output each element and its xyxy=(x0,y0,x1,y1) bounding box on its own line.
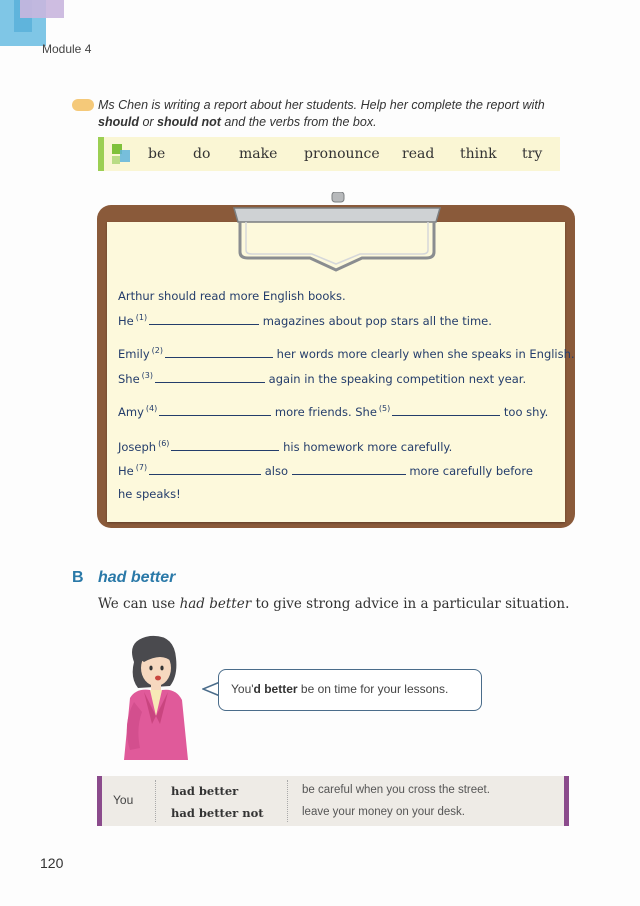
squares-icon-3 xyxy=(112,156,120,164)
report-line-1: Arthur should read more English books. xyxy=(118,289,346,303)
section-explanation: We can use had better to give strong advice in a particular situation. xyxy=(98,596,570,612)
blank-number-1: (1) xyxy=(135,313,148,323)
word-pronounce: pronounce xyxy=(304,146,380,162)
clipboard-clip-icon xyxy=(232,192,442,272)
table-accent-left xyxy=(97,776,102,826)
blank-6[interactable] xyxy=(171,439,279,451)
word-make: make xyxy=(239,146,278,162)
blank-2[interactable] xyxy=(165,346,273,358)
blank-number-7: (7) xyxy=(135,463,148,473)
blank-3[interactable] xyxy=(155,371,265,383)
table-accent-right xyxy=(564,776,569,826)
speech-bubble-text: You'd better be on time for your lessons. xyxy=(231,682,449,696)
blank-1[interactable] xyxy=(149,313,259,325)
corner-decoration-3 xyxy=(20,0,64,18)
exercise-instruction: Ms Chen is writing a report about her students. Help her complete the report with should or should not and the verbs from the box. xyxy=(98,98,545,129)
section-title: had better xyxy=(98,569,176,586)
blank-number-2: (2) xyxy=(151,346,164,356)
table-clause-1: be careful when you cross the street. xyxy=(302,784,490,796)
blank-7a[interactable] xyxy=(149,463,261,475)
word-box xyxy=(98,137,560,171)
table-divider xyxy=(155,780,156,822)
report-line-2: He $^{(1)}$ magazines about pop stars all the time. xyxy=(118,313,492,328)
table-form-had-better-not: had better not xyxy=(171,806,264,820)
module-label: Module 4 xyxy=(42,42,92,56)
instruction-marker-icon xyxy=(72,99,94,111)
blank-number-6: (6) xyxy=(158,439,170,449)
blank-number-4: (4) xyxy=(145,404,158,414)
word-think: think xyxy=(460,146,497,162)
word-box-accent xyxy=(98,137,104,171)
speech-bubble xyxy=(218,669,482,711)
report-line-4: She $^{(3)}$ again in the speaking competition next year. xyxy=(118,371,527,386)
blank-7b[interactable] xyxy=(292,463,406,475)
report-line-7: He $^{(7)}$ also more carefully before xyxy=(118,463,533,478)
report-line-6: Joseph $^{(6)}$ his homework more carefully. xyxy=(118,439,453,454)
page-number: 120 xyxy=(40,855,64,871)
blank-5[interactable] xyxy=(392,404,500,416)
table-subject: You xyxy=(113,793,134,807)
blank-4[interactable] xyxy=(159,404,271,416)
report-line-8: he speaks! xyxy=(118,487,181,501)
word-try: try xyxy=(522,146,543,162)
table-clause-2: leave your money on your desk. xyxy=(302,806,466,818)
report-line-5: Amy $^{(4)}$ more friends. She $^{(5)}$ too shy. xyxy=(118,404,549,419)
word-do: do xyxy=(193,146,211,162)
word-read: read xyxy=(402,146,435,162)
squares-icon-2 xyxy=(120,150,130,162)
blank-number-5: (5) xyxy=(378,404,391,414)
grammar-table xyxy=(97,776,569,826)
section-letter: B xyxy=(72,569,84,586)
blank-number-3: (3) xyxy=(141,371,154,381)
teacher-illustration-icon xyxy=(116,632,196,760)
table-divider-2 xyxy=(287,780,288,822)
report-line-3: Emily $^{(2)}$ her words more clearly when she speaks in English. xyxy=(118,346,575,361)
word-be: be xyxy=(148,146,166,162)
table-form-had-better: had better xyxy=(171,784,239,798)
